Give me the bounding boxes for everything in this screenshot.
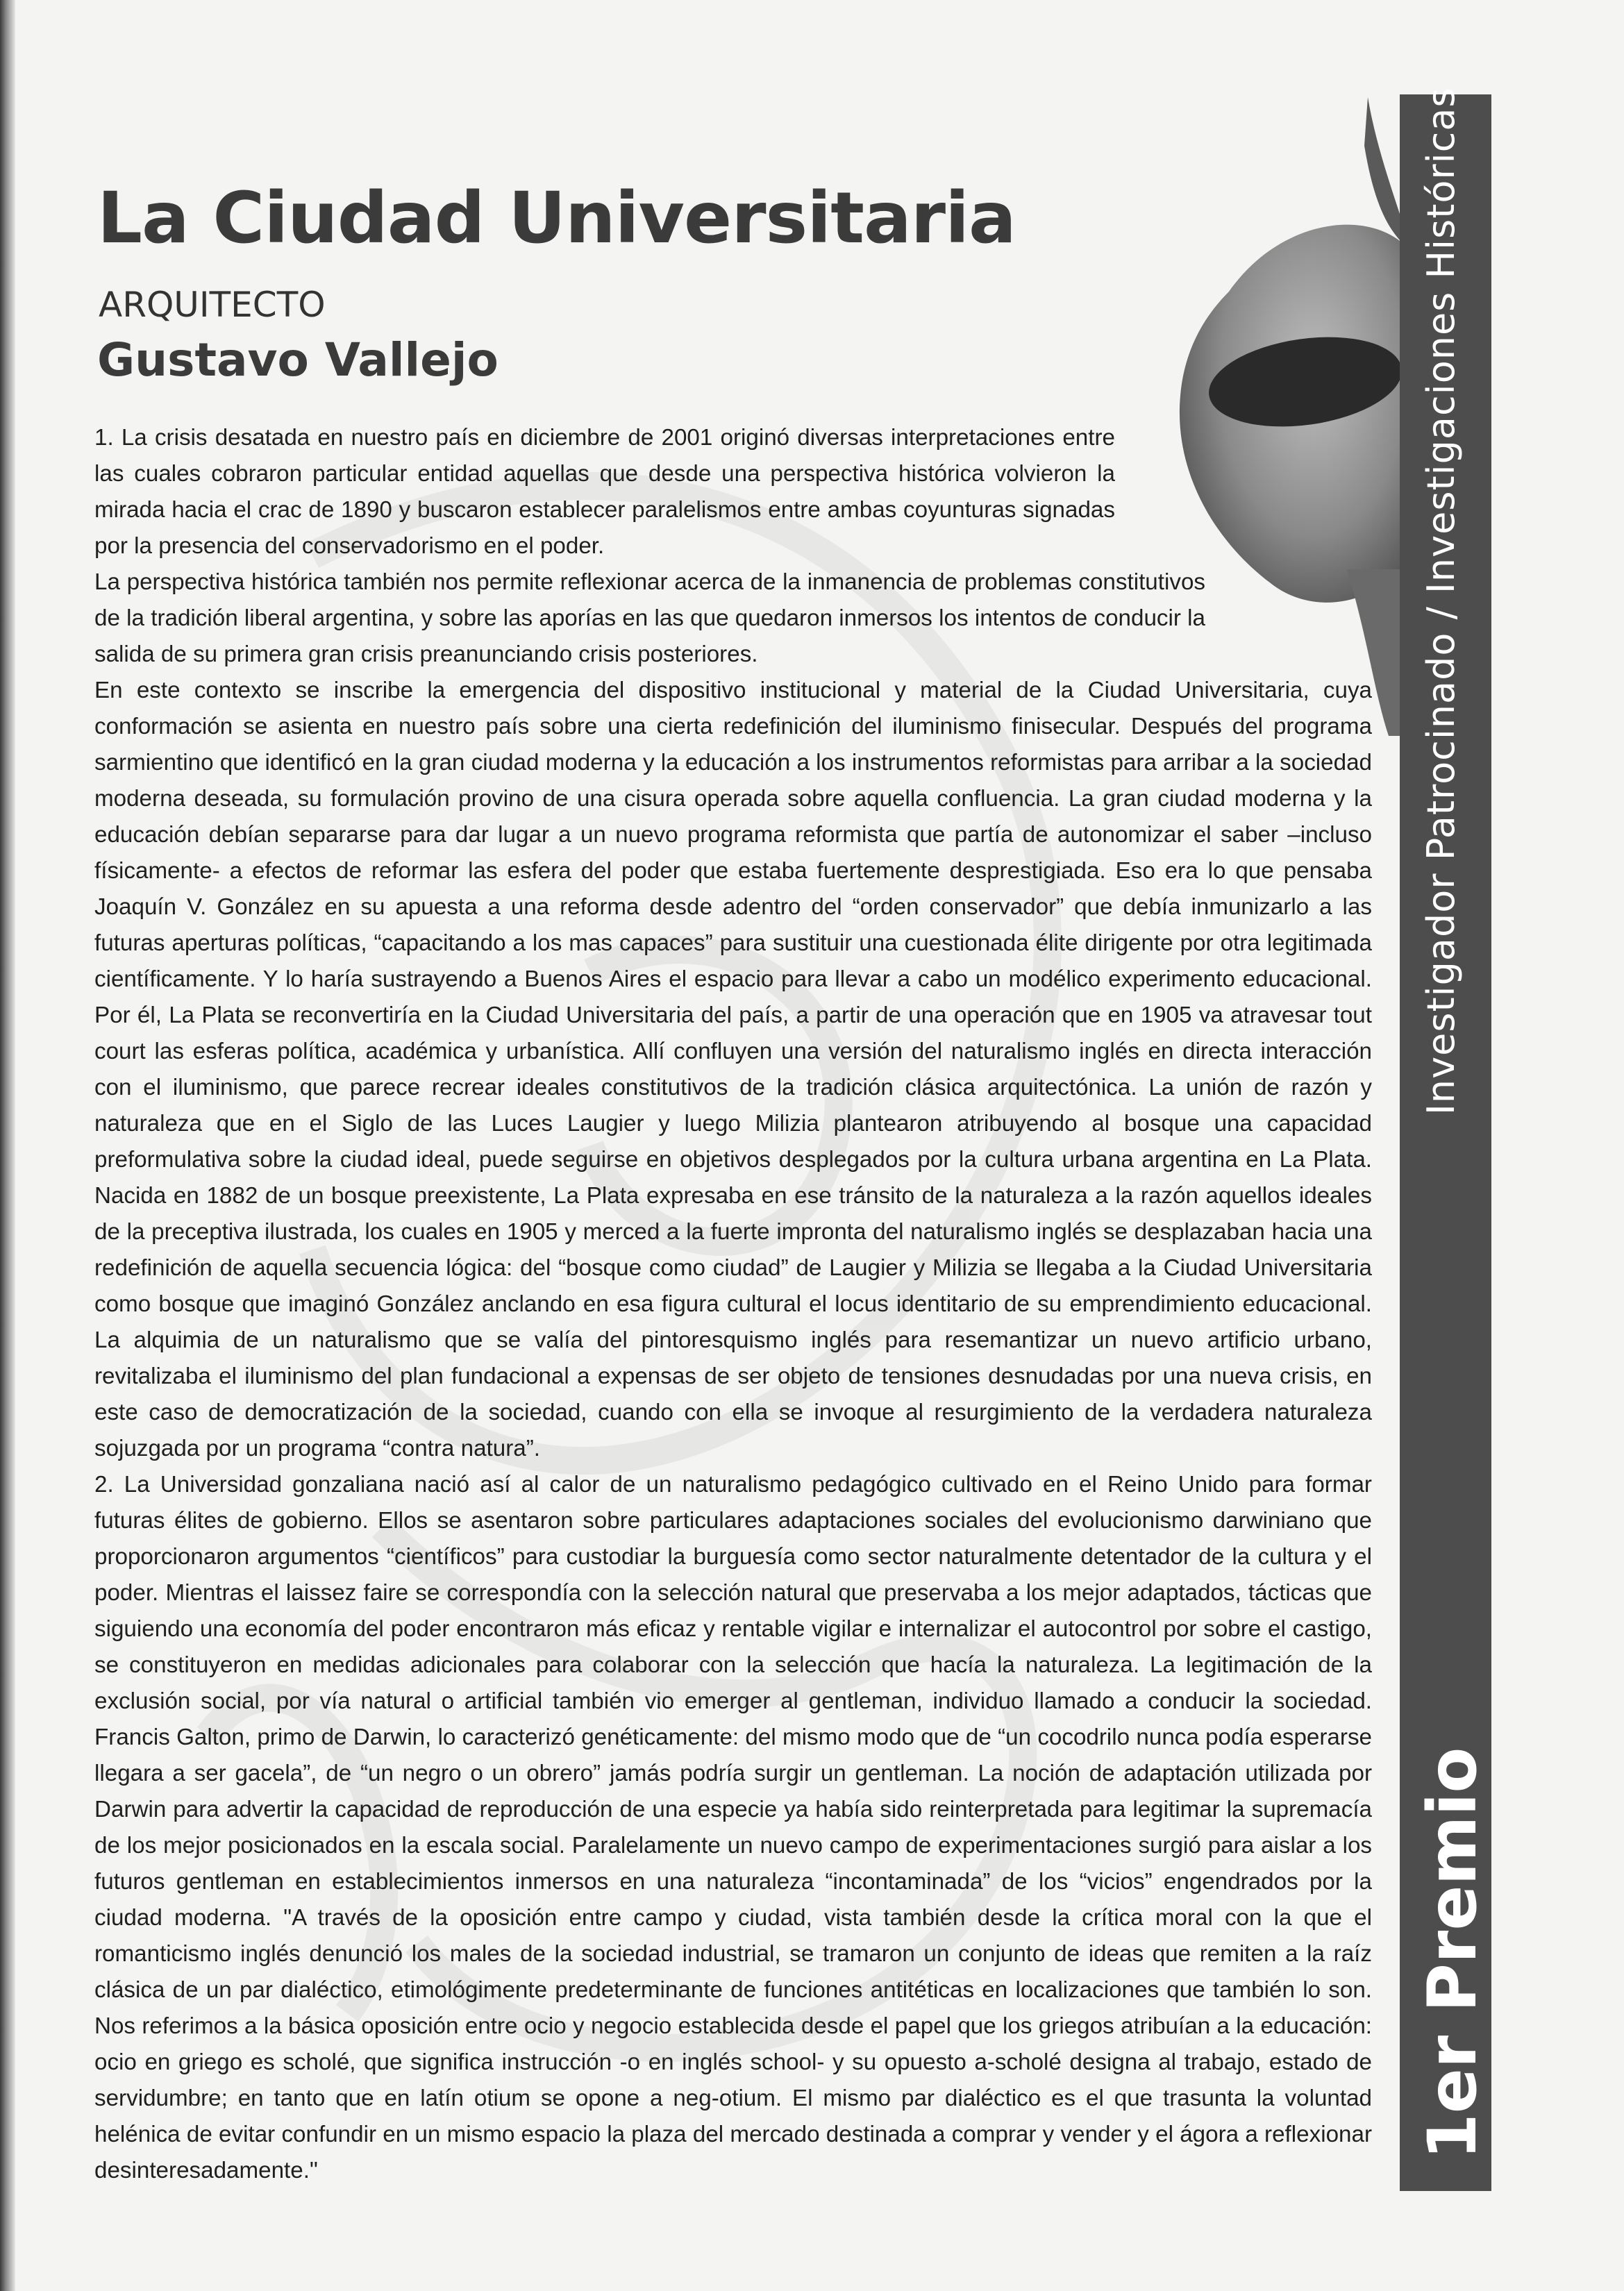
page-binding-shadow	[0, 0, 15, 2291]
sidebar-category: Investigador Patrocinado / Investigaciones Históricas	[1419, 87, 1463, 1115]
paragraph: 1. La crisis desatada en nuestro país en diciembre de 2001 originó diversas interpretaciones entre las cuales cobraron particular entidad aquellas que desde una perspectiva histórica volvieron la mirada hacia el crac de 1890 y buscaron establecer paralelismos entre ambas coyunturas signadas por la presencia del conservadorismo en el poder.	[94, 425, 1115, 559]
sidebar-band	[1400, 87, 1491, 2191]
paragraph: La perspectiva histórica también nos permite reflexionar acerca de la inmanencia de problemas constitutivos de la tradición liberal argentina, y sobre las aporías en las que quedaron inmersos los intentos de conducir la salida de su primera gran crisis preanunciando crisis posteriores.	[94, 569, 1205, 667]
paragraph: 2. La Universidad gonzaliana nació así al calor de un naturalismo pedagógico cultivado en el Reino Unido para formar futuras élites de gobierno. Ellos se asentaron sobre particulares adaptaciones sociales del evolucionismo darwiniano que proporcionaron argumentos “científicos” para custodiar la burguesía como sector naturalmente detentador de la cultura y el poder. Mientras el laissez faire se correspondía con la selección natural que preservaba a los mejor adaptados, tácticas que siguiendo una economía del poder encontraron más eficaz y rentable vigilar e internalizar el autocontrol por sobre el castigo, se constituyeron en medidas adicionales para colaborar con la selección que hacía la naturaleza. La legitimación de la exclusión social, por vía natural o artificial también vio emerger al gentleman, individuo llamado a conducir la sociedad. Francis Galton, primo de Darwin, lo caracterizó genéticamente: del mismo modo que de “un cocodrilo nunca podía esperarse llegara a ser gacela”, de “un negro o un obrero” jamás podría surgir un gentleman. La noción de adaptación utilizada por Darwin para advertir la capacidad de reproducción de una especie ya había sido reinterpretada para legitimar la supremacía de los mejor posicionados en la escala social. Paralelamente un nuevo campo de experimentaciones surgió para aislar a los futuros gentleman en establecimientos inmersos en una naturaleza “incontaminada” de los “vicios” engendrados por la ciudad moderna. "A través de la oposición entre campo y ciudad, vista también desde la crítica moral con la que el romanticismo inglés denunció los males de la sociedad industrial, se tramaron un conjunto de ideas que remiten a la raíz clásica de un par dialéctico, etimológimente predeterminante de funciones antitéticas en localizaciones que también lo son. Nos referimos a la básica oposición entre ocio y negocio establecida desde el papel que los griegos atribuían a la educación: ocio en griego es scholé, que significa instrucción -o en inglés school- y su opuesto a-scholé designa al trabajo, estado de servidumbre; en tanto que en latín otium se opone a neg-otium. El mismo par dialéctico es el que trasunta la voluntad helénica de evitar confundir en un mismo espacio la plaza del mercado destinada a comprar y vender y el ágora a reflexionar desinteresadamente."	[94, 1472, 1372, 2183]
article-title: La Ciudad Universitaria	[97, 177, 1016, 260]
author-role: ARQUITECTO	[99, 285, 326, 325]
author-name: Gustavo Vallejo	[97, 333, 499, 387]
article-body	[94, 420, 1372, 2189]
paragraph: En este contexto se inscribe la emergencia del dispositivo institucional y material de la Ciudad Universitaria, cuya conformación se asienta en nuestro país sobre una cierta redefinición del iluminismo finisecular. Después del programa sarmientino que identificó en la gran ciudad moderna y la educación a los instrumentos reformistas para arribar a la sociedad moderna deseada, su formulación provino de una cisura operada sobre aquella confluencia. La gran ciudad moderna y la educación debían separarse para dar lugar a un nuevo programa reformista que partía de autonomizar el saber –incluso físicamente- a efectos de reformar las esfera del poder que estaba fuertemente desprestigiada. Eso era lo que pensaba Joaquín V. González en su apuesta a una reforma desde adentro del “orden conservador” que debía inmunizarlo a las futuras aperturas políticas, “capacitando a los mas capaces” para sustituir una cuestionada élite dirigente por otra legitimada científicamente. Y lo haría sustrayendo a Buenos Aires el espacio para llevar a cabo un modélico experimento educacional. Por él, La Plata se reconvertiría en la Ciudad Universitaria del país, a partir de una operación que en 1905 va atravesar tout court las esferas política, académica y urbanística. Allí confluyen una versión del naturalismo inglés en directa interacción con el iluminismo, que parece recrear ideales constitutivos de la tradición clásica arquitectónica. La unión de razón y naturaleza que en el Siglo de las Luces Laugier y luego Milizia plantearon atribuyendo al bosque una capacidad preformulativa sobre la ciudad ideal, puede seguirse en objetivos desplegados por la cultura urbana argentina en La Plata. Nacida en 1882 de un bosque preexistente, La Plata expresaba en ese tránsito de la naturaleza a la razón aquellos ideales de la preceptiva ilustrada, los cuales en 1905 y merced a la fuerte impronta del naturalismo inglés se desplazaban hacia una redefinición de aquella secuencia lógica: del “bosque como ciudad” de Laugier y Milizia se llegaba a la Ciudad Universitaria como bosque que imaginó González anclando en esa figura cultural el locus identitario de su emprendimiento educacional. La alquimia de un naturalismo que se valía del pintoresquismo inglés para resemantizar un nuevo artificio urbano, revitalizaba el iluminismo del plan fundacional a expensas de ser objeto de tensiones desnudadas por una nueva crisis, en este caso de democratización de la sociedad, cuando con ella se invoque al resurgimiento de la verdadera naturaleza sojuzgada por un programa “contra natura”.	[94, 678, 1372, 1461]
sidebar-award: 1er Premio	[1414, 1747, 1491, 2160]
